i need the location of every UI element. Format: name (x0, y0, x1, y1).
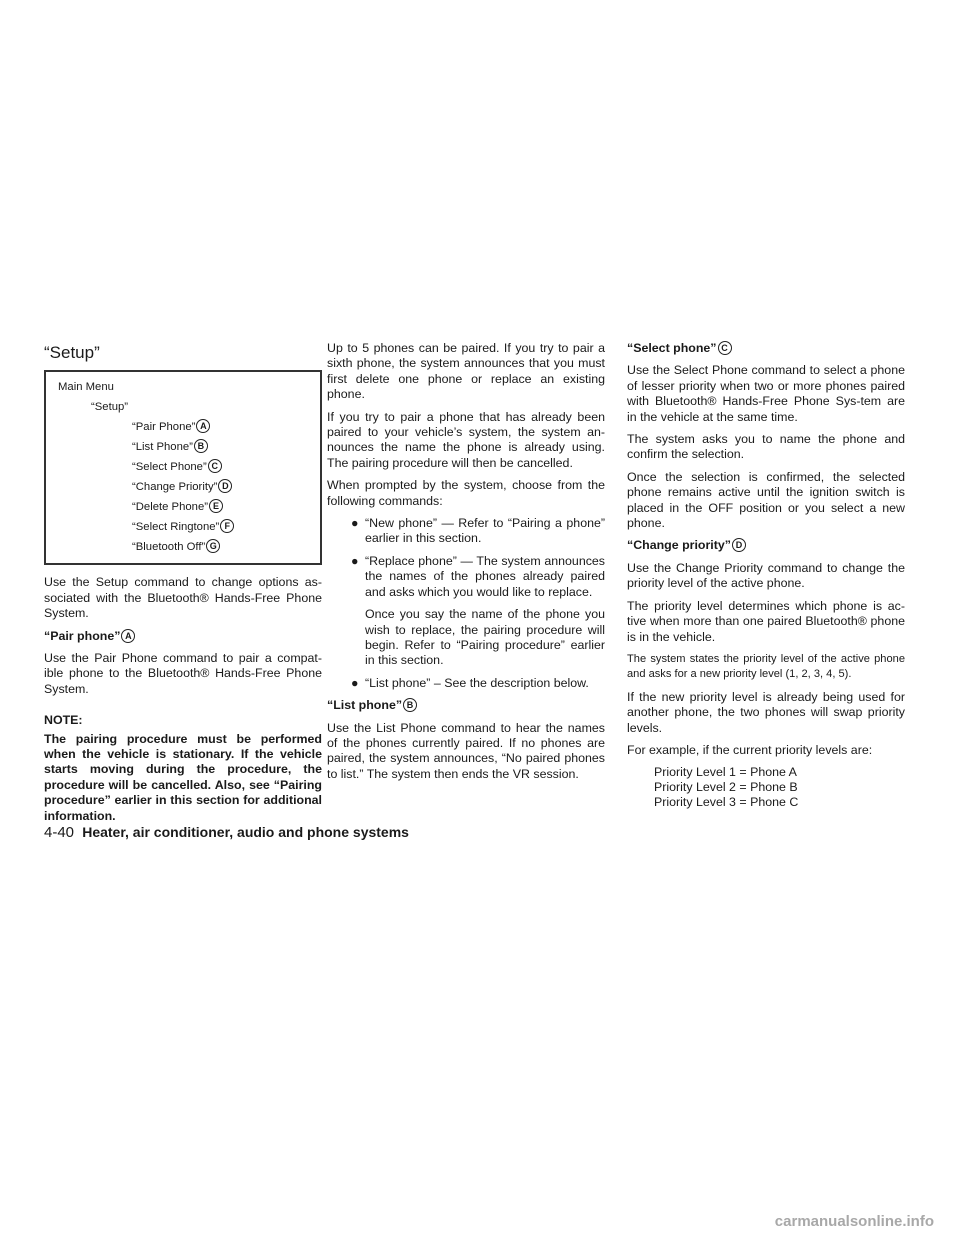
watermark: carmanualsonline.info (774, 1213, 934, 1230)
priority-swap: If the new priority level is already being used for another phone, the two phones will swap priority levels. (627, 689, 905, 735)
pair-phone-description: Use the Pair Phone command to pair a compat-ible phone to the Bluetooth® Hands-Free Phone System. (44, 651, 322, 696)
priority-level-states: The system states the priority level of the active phone and asks for a new priority level (1, 2, 3, 4, 5). (627, 652, 905, 681)
select-phone-active: Once the selection is confirmed, the selected phone remains active until the ignition switch is placed in the OFF position or you select a new phone. (627, 469, 905, 531)
menu-item-bluetooth-off: “Bluetooth Off” G (58, 537, 320, 557)
bullet-dot-icon: ● (351, 675, 359, 690)
menu-item-change-priority: “Change Priority” D (58, 477, 320, 497)
column-1 (44, 341, 322, 831)
menu-main: Main Menu (58, 381, 114, 394)
priority-list (627, 765, 905, 810)
marker-a-icon: A (121, 629, 135, 643)
priority-example-intro: For example, if the current priority levels are: (627, 742, 873, 757)
priority-line: Priority Level 3 = Phone C (654, 795, 799, 810)
marker-g-icon: G (206, 539, 220, 553)
marker-e-icon: E (209, 499, 223, 513)
bullet-list-phone: ● “List phone” – See the description below. (351, 675, 589, 690)
select-phone-confirm: The system asks you to name the phone and confirm the selection. (627, 432, 905, 462)
commands-intro: When prompted by the system, choose from the following commands: (327, 478, 605, 508)
marker-d-icon: D (732, 538, 746, 552)
priority-line: Priority Level 1 = Phone A (654, 765, 797, 780)
replace-phone-continuation: Once you say the name of the phone you wish to replace, the pairing procedure will begin. Refer to “Pairing procedure” earlier in this section. (365, 607, 605, 668)
priority-level-explanation: The priority level determines which phone is ac-tive when more than one paired Bluetooth® phone is in the vehicle. (627, 598, 905, 644)
marker-a-icon: A (196, 419, 210, 433)
setup-menu-diagram (44, 370, 322, 565)
list-phone-description: Use the List Phone command to hear the names of the phones currently paired. If no phones are paired, the system announces, “No paired phones to list.” The system then ends the VR session. (327, 720, 605, 781)
page-number: 4-40 (44, 824, 75, 841)
marker-c-icon: C (208, 459, 222, 473)
menu-item-list-phone: “List Phone” B (58, 437, 320, 457)
marker-c-icon: C (718, 341, 732, 355)
priority-line: Priority Level 2 = Phone B (654, 780, 798, 795)
heading-list-phone: “List phone” B (327, 698, 605, 713)
menu-item-pair-phone: “Pair Phone” A (58, 417, 320, 437)
pair-limit-paragraph: Up to 5 phones can be paired. If you try to pair a sixth phone, the system announces that you must first delete one phone or replace an existing phone. (327, 341, 605, 402)
bullet-replace-phone: ● “Replace phone” — The system announces the names of the phones already paired and asks which you would like to replace. (351, 553, 605, 599)
section-title: “Setup” (44, 343, 100, 362)
bullet-dot-icon: ● (351, 553, 359, 568)
marker-f-icon: F (220, 519, 234, 533)
footer-section-title: Heater, air conditioner, audio and phone systems (82, 824, 409, 840)
heading-pair-phone: “Pair phone” A (44, 629, 322, 644)
change-priority-description: Use the Change Priority command to change the priority level of the active phone. (627, 560, 905, 591)
bullet-dot-icon: ● (351, 516, 359, 531)
menu-item-select-phone: “Select Phone” C (58, 457, 320, 477)
note-text: The pairing procedure must be performed when the vehicle is stationary. If the vehicle starts moving during the procedure, the procedure will be cancelled. Also, see “Pairing procedure” earlier in this section for additional information. (44, 731, 322, 823)
heading-change-priority: “Change priority” D (627, 538, 905, 553)
marker-b-icon: B (194, 439, 208, 453)
column-2 (327, 341, 605, 789)
menu-item-delete-phone: “Delete Phone” E (58, 497, 320, 517)
select-phone-description: Use the Select Phone command to select a phone of lesser priority when two or more phones paired with Bluetooth® Hands-Free Phone Sys-tem are in the vehicle at the same time. (627, 363, 905, 424)
marker-b-icon: B (403, 698, 417, 712)
already-paired-paragraph: If you try to pair a phone that has already been paired to your vehicle’s system, the system an-nounces the name the phone is already using. The pairing procedure will then be cancelled. (327, 409, 605, 470)
menu-item-select-ringtone: “Select Ringtone” F (58, 517, 320, 537)
setup-description: Use the Setup command to change options as-sociated with the Bluetooth® Hands-Free Phone System. (44, 575, 322, 621)
marker-d-icon: D (218, 479, 232, 493)
note-label: NOTE: (44, 713, 83, 728)
menu-setup: “Setup” (91, 401, 129, 414)
bullet-new-phone: ● “New phone” — Refer to “Pairing a phone” earlier in this section. (351, 516, 605, 546)
heading-select-phone: “Select phone” C (627, 341, 905, 356)
column-3 (627, 341, 905, 810)
page-footer (44, 824, 409, 841)
